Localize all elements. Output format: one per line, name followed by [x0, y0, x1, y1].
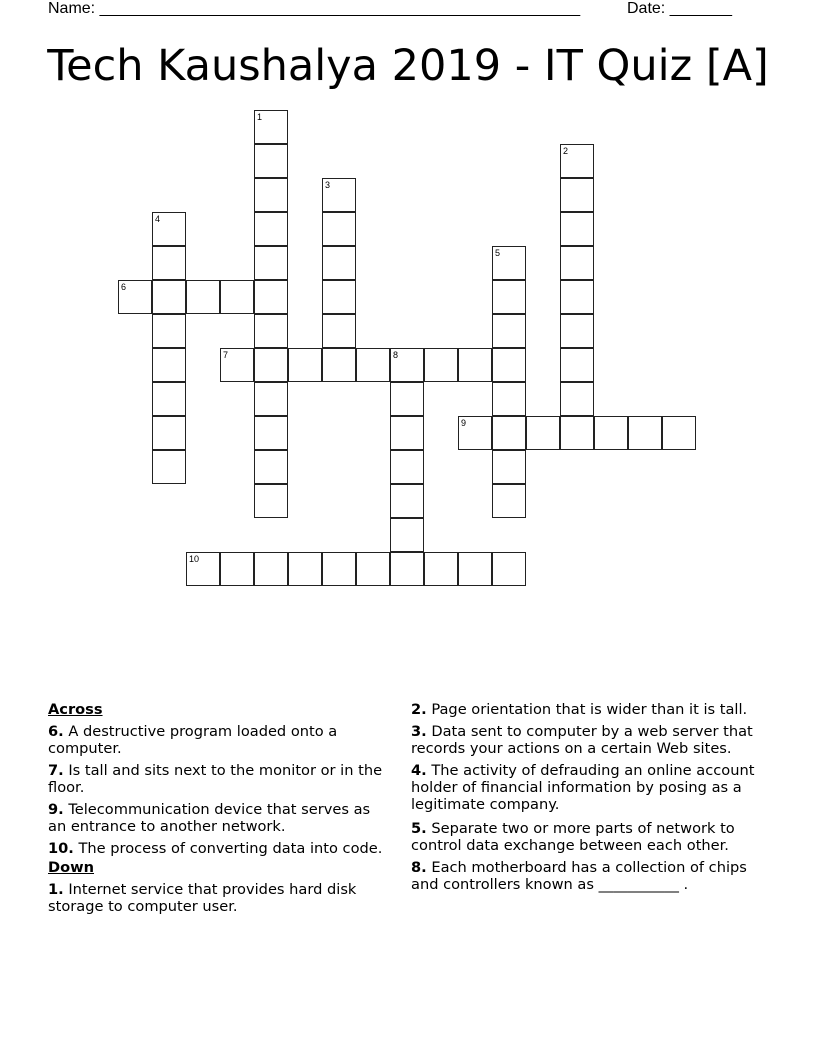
crossword-cell[interactable]	[560, 212, 594, 246]
clue-text: Data sent to computer by a web server that records your actions on a certain Web sites.	[411, 723, 753, 757]
clues-column-left	[48, 701, 388, 920]
crossword-cell[interactable]	[424, 552, 458, 586]
clue-text: The process of converting data into code.	[73, 840, 383, 857]
crossword-cell[interactable]	[390, 348, 424, 382]
crossword-cell[interactable]	[526, 416, 560, 450]
clues-column-right	[411, 701, 763, 898]
crossword-cell[interactable]	[254, 144, 288, 178]
clue-number: 10.	[48, 840, 74, 857]
clue-number: 3.	[411, 723, 427, 740]
clue-text: Each motherboard has a collection of chips and controllers known as ___________ .	[411, 859, 747, 893]
crossword-cell[interactable]	[152, 314, 186, 348]
crossword-cell[interactable]	[254, 450, 288, 484]
cell-number: 4	[155, 214, 161, 224]
crossword-cell[interactable]	[254, 212, 288, 246]
crossword-cell[interactable]	[560, 178, 594, 212]
crossword-cell[interactable]	[322, 212, 356, 246]
clue-text: A destructive program loaded onto a computer.	[48, 723, 338, 757]
crossword-cell[interactable]	[356, 552, 390, 586]
clue-number: 4.	[411, 762, 427, 779]
crossword-cell[interactable]	[458, 552, 492, 586]
crossword-cell[interactable]	[492, 314, 526, 348]
clue-number: 8.	[411, 859, 427, 876]
crossword-cell[interactable]	[288, 552, 322, 586]
crossword-cell[interactable]	[254, 110, 288, 144]
clue-down-5	[411, 820, 763, 854]
crossword-cell[interactable]	[390, 518, 424, 552]
across-heading: Across	[48, 701, 103, 718]
crossword-cell[interactable]	[254, 416, 288, 450]
crossword-cell[interactable]	[628, 416, 662, 450]
crossword-cell[interactable]	[560, 280, 594, 314]
crossword-cell[interactable]	[424, 348, 458, 382]
clue-text: Separate two or more parts of network to control data exchange between each other.	[411, 820, 735, 854]
clue-down-4	[411, 762, 763, 813]
crossword-cell[interactable]	[492, 484, 526, 518]
crossword-cell[interactable]	[492, 280, 526, 314]
clue-down-2	[411, 701, 763, 718]
crossword-cell[interactable]	[220, 348, 254, 382]
crossword-cell[interactable]	[560, 348, 594, 382]
cell-number: 1	[257, 112, 263, 122]
crossword-cell[interactable]	[322, 314, 356, 348]
cell-number: 2	[563, 146, 569, 156]
crossword-cell[interactable]	[560, 314, 594, 348]
clue-number: 7.	[48, 762, 64, 779]
crossword-cell[interactable]	[254, 246, 288, 280]
crossword-cell[interactable]	[662, 416, 696, 450]
crossword-cell[interactable]	[560, 382, 594, 416]
cell-number: 6	[121, 282, 127, 292]
cell-number: 10	[189, 554, 200, 564]
crossword-cell[interactable]	[594, 416, 628, 450]
cell-number: 9	[461, 418, 467, 428]
crossword-cell[interactable]	[152, 246, 186, 280]
crossword-cell[interactable]	[492, 348, 526, 382]
crossword-cell[interactable]	[390, 450, 424, 484]
crossword-cell[interactable]	[492, 450, 526, 484]
clue-number: 9.	[48, 801, 64, 818]
cell-number: 5	[495, 248, 501, 258]
clue-number: 6.	[48, 723, 64, 740]
crossword-cell[interactable]	[152, 416, 186, 450]
crossword-cell[interactable]	[322, 280, 356, 314]
cell-number: 3	[325, 180, 331, 190]
crossword-cell[interactable]	[152, 212, 186, 246]
crossword-cell[interactable]	[254, 552, 288, 586]
clue-across-7	[48, 762, 388, 796]
clue-text: Is tall and sits next to the monitor or in the floor.	[48, 762, 383, 796]
crossword-cell[interactable]	[492, 382, 526, 416]
name-field-line: Name: ______________________________________________________	[48, 0, 581, 17]
crossword-cell[interactable]	[288, 348, 322, 382]
crossword-cell[interactable]	[390, 484, 424, 518]
crossword-cell[interactable]	[492, 552, 526, 586]
clue-down-3	[411, 723, 763, 757]
clue-across-6	[48, 723, 388, 757]
crossword-cell[interactable]	[322, 552, 356, 586]
clue-down-8	[411, 859, 763, 893]
crossword-cell[interactable]	[254, 314, 288, 348]
crossword-cell[interactable]	[458, 416, 492, 450]
crossword-cell[interactable]	[186, 552, 220, 586]
crossword-cell[interactable]	[322, 246, 356, 280]
crossword-cell[interactable]	[560, 144, 594, 178]
crossword-cell[interactable]	[152, 382, 186, 416]
crossword-cell[interactable]	[492, 416, 526, 450]
clue-number: 5.	[411, 820, 427, 837]
crossword-cell[interactable]	[254, 280, 288, 314]
clue-text: Page orientation that is wider than it is tall.	[426, 701, 748, 718]
page-title: Tech Kaushalya 2019 - IT Quiz [A]	[47, 41, 769, 91]
crossword-cell[interactable]	[118, 280, 152, 314]
crossword-cell[interactable]	[220, 280, 254, 314]
clue-across-10	[48, 840, 388, 857]
crossword-cell[interactable]	[254, 178, 288, 212]
crossword-cell[interactable]	[492, 246, 526, 280]
crossword-cell[interactable]	[322, 348, 356, 382]
crossword-cell[interactable]	[254, 484, 288, 518]
clue-number: 1.	[48, 881, 64, 898]
crossword-cell[interactable]	[560, 416, 594, 450]
crossword-cell[interactable]	[322, 178, 356, 212]
crossword-cell[interactable]	[356, 348, 390, 382]
clue-down-1	[48, 881, 388, 915]
clue-number: 2.	[411, 701, 427, 718]
crossword-cell[interactable]	[186, 280, 220, 314]
clue-text: The activity of defrauding an online account holder of financial information by posing as a legitimate company.	[411, 762, 755, 813]
cell-number: 7	[223, 350, 229, 360]
clue-text: Telecommunication device that serves as an entrance to another network.	[48, 801, 371, 835]
clue-across-9	[48, 801, 388, 835]
crossword-cell[interactable]	[152, 280, 186, 314]
crossword-cell[interactable]	[560, 246, 594, 280]
crossword-cell[interactable]	[152, 348, 186, 382]
clue-text: Internet service that provides hard disk storage to computer user.	[48, 881, 357, 915]
crossword-cell[interactable]	[152, 450, 186, 484]
crossword-cell[interactable]	[458, 348, 492, 382]
date-field-line: Date: _______	[627, 0, 732, 17]
down-heading: Down	[48, 859, 95, 876]
crossword-cell[interactable]	[254, 348, 288, 382]
crossword-cell[interactable]	[254, 382, 288, 416]
crossword-cell[interactable]	[390, 382, 424, 416]
crossword-cell[interactable]	[390, 416, 424, 450]
crossword-cell[interactable]	[390, 552, 424, 586]
cell-number: 8	[393, 350, 399, 360]
crossword-cell[interactable]	[220, 552, 254, 586]
